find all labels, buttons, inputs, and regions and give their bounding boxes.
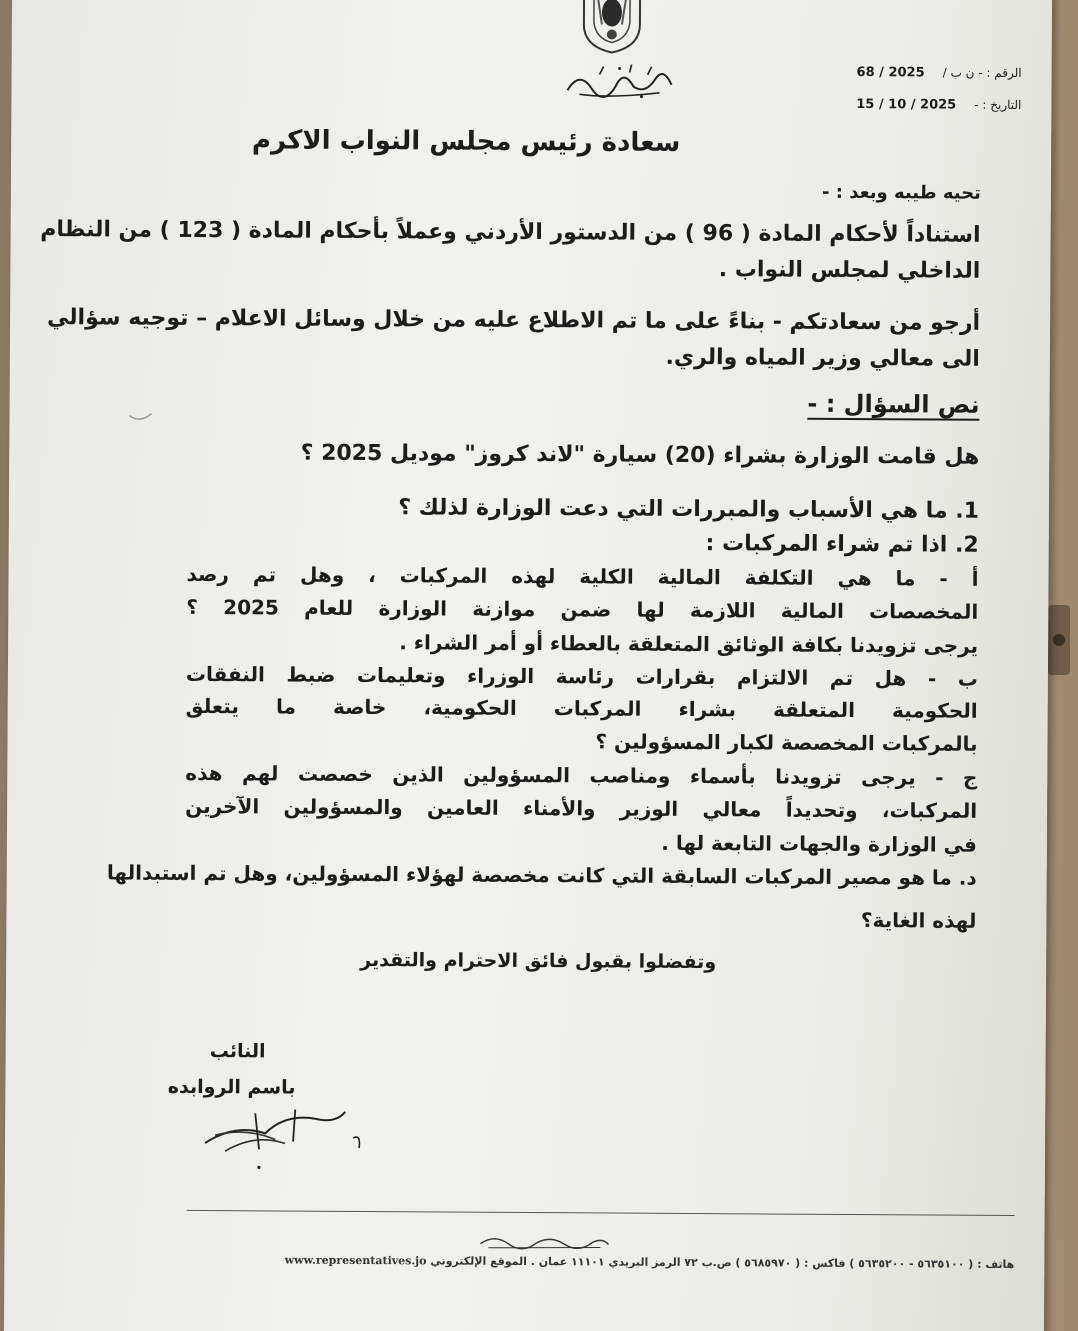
date-row (761, 87, 1021, 121)
greeting: تحيه طيبه وبعد : - (822, 181, 981, 204)
sub-item-b-line1: ب - هل تم الالتزام بقرارات رئاسة الوزراء وتعليمات ضبط النفقات (185, 661, 978, 691)
number-value: 2025 / 68 (856, 64, 925, 80)
parliament-script-logo (559, 60, 679, 101)
reference-number-row (762, 55, 1022, 89)
sub-item-b-line3: بالمركبات المخصصة لكبار المسؤولين ؟ (595, 729, 978, 756)
reference-block (761, 55, 1021, 121)
contact-footer (214, 1253, 1014, 1271)
paragraph2-line1: أرجو من سعادتكم - بناءً على ما تم الاطلاع عليه من خلال وسائل الاعلام – توجيه سؤالي (47, 305, 981, 336)
letter-page (4, 0, 1052, 1331)
paper-mark (125, 406, 155, 426)
sub-item-c-line2: المركبات، وتحديداً معالي الوزير والأمناء العامين والمسؤولين الآخرين (185, 793, 978, 823)
paragraph1-line2: الداخلي لمجلس النواب . (718, 257, 981, 284)
question-item-2: 2. اذا تم شراء المركبات : (705, 531, 979, 558)
paragraph2-line2: الى معالي وزير المياه والري. (665, 344, 980, 372)
sub-item-a-line1: أ - ما هي التكلفة المالية الكلية لهذه المركبات ، وهل تم رصد (186, 561, 979, 591)
date-label: التاريخ : - (974, 97, 1022, 113)
question-text: هل قامت الوزارة بشراء (20) سيارة "لاند كروز" موديل 2025 ؟ (300, 440, 980, 470)
sub-item-a-line3: يرجى تزويدنا بكافة الوثائق المتعلقة بالعطاء أو أمر الشراء . (399, 630, 979, 658)
date-value: 2025 / 10 / 15 (856, 96, 957, 113)
contact-details: هاتف : ( ٥٦٣٥١٠٠ - ٥٦٣٥٢٠٠ ) فاكس : ( ٥٦٨٥٩٧٠ ) ص.ب ٧٢ الرمز البريدي ١١١٠١ عمان . الموقع الإلكتروني (430, 1254, 1015, 1271)
sub-item-d-line1: د. ما هو مصير المركبات السابقة التي كانت مخصصة لهؤلاء المسؤولين، وهل تم استبدالها (106, 860, 977, 890)
number-label: الرقم : - ن ب / (942, 65, 1022, 81)
footer-divider (187, 1210, 1015, 1216)
sub-item-c-line3: في الوزارة والجهات التابعة لها . (661, 830, 977, 857)
sub-item-d-line2: لهذه الغاية؟ (860, 908, 977, 933)
signatory-name: باسم الروابده (167, 1075, 296, 1099)
website-link[interactable]: www.representatives.jo (284, 1253, 427, 1268)
closing-line: وتفضلوا بقبول فائق الاحترام والتقدير (360, 948, 717, 974)
sub-item-b-line2: الحكومية المتعلقة بشراء المركبات الحكومية، خاصة ما يتعلق (185, 693, 978, 723)
question-heading: نص السؤال : - (807, 389, 980, 419)
addressee-title: سعادة رئيس مجلس النواب الاكرم (251, 125, 681, 158)
handwritten-signature (195, 1093, 365, 1174)
sub-item-c-line1: ج - يرجى تزويدنا بأسماء ومناصب المسؤولين الذين خصصت لهم هذه (185, 760, 978, 790)
coat-of-arms-icon (572, 0, 652, 55)
question-item-1: 1. ما هي الأسباب والمبررات التي دعت الوزارة لذلك ؟ (398, 495, 980, 524)
sub-item-a-line2: المخصصات المالية اللازمة لها ضمن موازنة الوزارة للعام 2025 ؟ (186, 594, 979, 624)
kingdom-script-logo (474, 1232, 614, 1251)
paragraph1-line1: استناداً لأحكام المادة ( 96 ) من الدستور الأردني وعملاً بأحكام المادة ( 123 ) من النظام (40, 217, 981, 248)
signatory-title: النائب (209, 1040, 266, 1063)
